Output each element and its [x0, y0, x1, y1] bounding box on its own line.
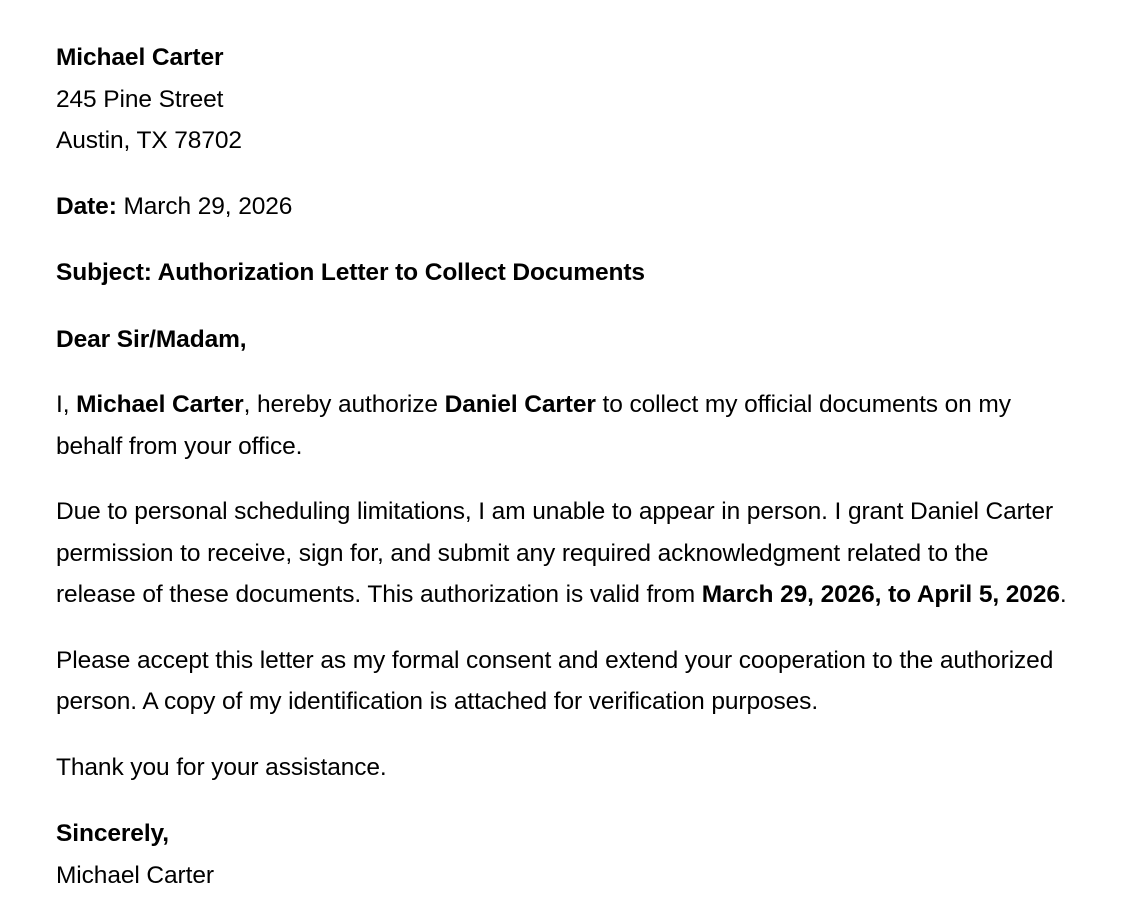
date-label: Date: [56, 192, 117, 220]
date-line [56, 186, 1071, 228]
p1-authorizer-name: Michael Carter [76, 391, 244, 418]
p1-seg-3: , hereby authorize [243, 391, 445, 418]
body-paragraph-4: Thank you for your assistance. [56, 753, 387, 781]
body-paragraph-1 [56, 384, 1071, 467]
subject-line: Subject: Authorization Letter to Collect Documents [56, 259, 645, 286]
letter-body [56, 30, 1071, 896]
sender-city-state-zip: Austin, TX 78702 [56, 127, 242, 154]
closing-line: Sincerely, [56, 820, 169, 847]
sender-street: 245 Pine Street [56, 85, 224, 113]
p1-authorized-person-name: Daniel Carter [444, 391, 596, 418]
p2-seg-1: Due to personal scheduling limitations, I am unable to appear in person. I grant Daniel Carter permission to receive, sign for, and submit any required acknowledgment related to the release of these documents. This authorization is valid from [56, 498, 1054, 608]
signature-name: Michael Carter [56, 861, 214, 889]
body-paragraph-3: Please accept this letter as my formal consent and extend your cooperation to the authorized person. A copy of my identification is attached for verification purposes. [56, 646, 1054, 715]
p1-seg-1: I, [56, 391, 77, 418]
p2-validity-period: March 29, 2026, to April 5, 2026 [701, 581, 1060, 608]
body-paragraph-2 [56, 491, 1071, 616]
p2-seg-3: . [1059, 581, 1067, 608]
date-value: March 29, 2026 [116, 192, 293, 220]
sender-name: Michael Carter [56, 44, 224, 71]
salutation-line: Dear Sir/Madam, [56, 325, 247, 353]
p1-seg-5: to collect my official documents on my behalf from your office. [56, 391, 1011, 460]
